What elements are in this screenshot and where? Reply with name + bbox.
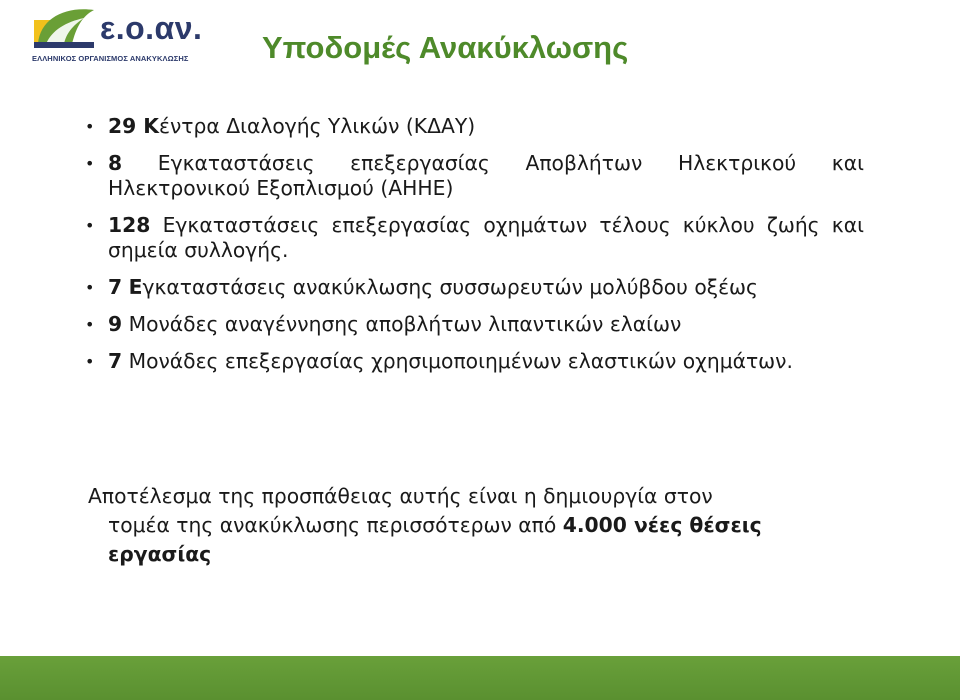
item-number: 7	[108, 275, 123, 299]
item-first-letter: Κ	[136, 114, 160, 138]
conclusion-continuation	[88, 511, 864, 569]
bullet-icon: •	[85, 216, 95, 235]
item-number: 8	[108, 151, 123, 175]
list-item	[84, 151, 864, 201]
bullet-icon: •	[85, 315, 95, 334]
item-text: Μονάδες επεξεργασίας χρησιμοποιημένων ελαστικών οχημάτων.	[122, 349, 793, 373]
bullet-icon: •	[85, 352, 95, 371]
item-number: 128	[108, 213, 151, 237]
bullet-icon: •	[85, 278, 95, 297]
conclusion-line-2: τομέα της ανακύκλωσης περισσότερων από	[108, 513, 563, 537]
bullet-icon: •	[85, 117, 95, 136]
list-item	[84, 312, 864, 337]
conclusion-line-1: Αποτέλεσμα της προσπάθειας αυτής είναι η δημιουργία στον	[88, 484, 713, 508]
list-item	[84, 275, 864, 300]
item-number: 7	[108, 349, 123, 373]
item-number: 29	[108, 114, 137, 138]
item-number: 9	[108, 312, 123, 336]
footer-bar	[0, 656, 960, 700]
list-item	[84, 349, 864, 374]
list-item	[84, 114, 864, 139]
bullet-icon: •	[85, 154, 95, 173]
logo-subtitle: ΕΛΛΗΝΙΚΟΣ ΟΡΓΑΝΙΣΜΟΣ ΑΝΑΚΥΚΛΩΣΗΣ	[32, 54, 189, 63]
item-text: έντρα Διαλογής Υλικών (ΚΔΑΥ)	[159, 114, 476, 138]
list-item	[84, 213, 864, 263]
item-text: Μονάδες αναγέννησης αποβλήτων λιπαντικών ελαίων	[122, 312, 682, 336]
item-text: γκαταστάσεις ανακύκλωσης συσσωρευτών μολύβδου οξέως	[142, 275, 758, 299]
eoan-logo-icon	[32, 4, 96, 52]
page-title: Υποδομές Ανακύκλωσης	[262, 30, 629, 65]
conclusion-paragraph	[88, 482, 864, 569]
infrastructure-list	[84, 114, 864, 374]
item-first-letter: Ε	[128, 275, 143, 299]
logo-name: ε.ο.αν.	[100, 10, 203, 46]
item-text: Εγκαταστάσεις επεξεργασίας Αποβλήτων Ηλεκτρικού και Ηλεκτρονικού Εξοπλισμού (ΑΗΗΕ)	[108, 151, 864, 200]
conclusion-line-3: εργασίας	[108, 542, 212, 566]
item-text: Εγκαταστάσεις επεξεργασίας οχημάτων τέλους κύκλου ζωής και σημεία συλλογής.	[108, 213, 864, 262]
conclusion-highlight: 4.000 νέες θέσεις	[562, 513, 762, 537]
eoan-logo	[32, 4, 232, 66]
